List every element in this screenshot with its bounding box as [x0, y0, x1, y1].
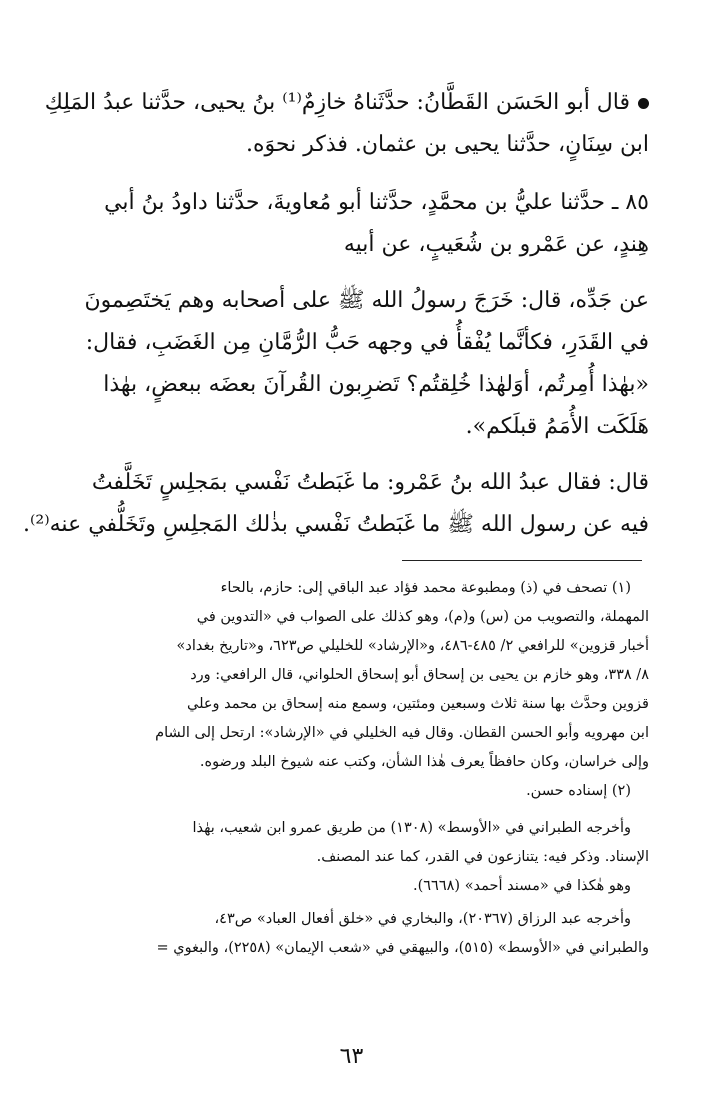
- text-line: ٨٥ ـ حدَّثنا عليُّ بن محمَّدٍ، حدَّثنا أبو مُعاويةَ، حدَّثنا داودُ بنُ أبي: [104, 190, 649, 215]
- text-line: «بهٰذا أُمِرتُم، أوَلهٰذا خُلِقتُم؟ تَضرِبون القُرآنَ بعضَه ببعضٍ، بهٰذا: [103, 372, 649, 397]
- text-line: ابن سِنَانٍ، حدَّثنا يحيى بن عثمان. فذكر نحوَه.: [246, 132, 649, 157]
- text-line: قال: فقال عبدُ الله بنُ عَمْرو: ما غَبَطتُ نَفْسي بمَجلِسٍ تَخَلَّفتُ: [91, 470, 649, 495]
- footnote-separator: [402, 560, 642, 561]
- footnote-line: وأخرجه الطبراني في «الأوسط» (١٣٠٨) من طريق عمرو ابن شعيب، بهٰذا: [192, 820, 631, 836]
- text-line: قال أبو الحَسَن القَطَّانُ: حدَّثَناهُ خازِمٌ⁽¹⁾ بنُ يحيى، حدَّثنا عبدُ المَلِكِ: [62, 82, 649, 124]
- footnote-line: الإسناد. وذكر فيه: يتنازعون في القدر، كما عند المصنف.: [316, 849, 649, 865]
- footnote-1: [62, 574, 649, 777]
- footnote-line: وأخرجه عبد الرزاق (٢٠٣٦٧)، والبخاري في «خلق أفعال العباد» ص٤٣،: [214, 911, 631, 927]
- footnote-line: قزوين وحدَّث بها سنة ثلاث وسبعين ومئتين، وسمع منه إسحاق بن محمد وعلي: [187, 696, 649, 712]
- paragraph-1: [44, 82, 649, 166]
- footnote-line: المهملة، والتصويب من (س) و(م)، وهو كذلك على الصواب في «التدوين في: [196, 609, 649, 625]
- paragraph-matn: [62, 280, 649, 448]
- bullet-icon: [638, 98, 649, 109]
- text-line: هَلَكَت الأُمَمُ قبلَكم».: [465, 414, 649, 439]
- paragraph-qala: [23, 462, 649, 546]
- text-line: فيه عن رسول الله ﷺ ما غَبَطتُ نَفْسي بذٰلك المَجلِسِ وتَخَلُّفي عنه⁽²⁾.: [23, 512, 649, 537]
- footnote-line: (١) تصحف في (ذ) ومطبوعة محمد فؤاد عبد الباقي إلى: حازم، بالحاء: [220, 580, 631, 596]
- footnote-line: وإلى خراسان، وكان حافظاً يعرف هٰذا الشأن، وكتب عنه شيوخ البلد ورضوه.: [199, 754, 649, 770]
- footnote-2: [62, 777, 649, 963]
- text-line: عن جَدِّه، قال: خَرَجَ رسولُ الله ﷺ على أصحابه وهم يَختَصِمونَ: [84, 288, 649, 313]
- footnote-line: (٢) إسناده حسن.: [526, 783, 631, 799]
- text-line: في القَدَرِ، فكأنَّما يُفْقأُ في وجهه حَبُّ الرُّمَّانِ مِن الغَضَبِ، فقال:: [85, 330, 649, 355]
- text-line: هِندٍ، عن عَمْرو بن شُعَيبٍ، عن أبيه: [343, 232, 649, 257]
- footnote-line: أخبار قزوين» للرافعي ٢/ ٤٨٥-٤٨٦، و«الإرشاد» للخليلي ص٦٢٣، و«تاريخ بغداد»: [176, 638, 649, 654]
- footnote-line: وهو هٰكذا في «مسند أحمد» (٦٦٦٨).: [412, 878, 631, 894]
- footnote-line: والطبراني في «الأوسط» (٥١٥)، والبيهقي في «شعب الإيمان» (٢٢٥٨)، والبغوي =: [156, 940, 649, 956]
- footnote-line: ٨/ ٣٣٨، وهو خازم بن يحيى بن إسحاق أبو إسحاق الحلواني، قال الرافعي: ورد: [190, 667, 649, 683]
- page-number: ٦٣: [339, 1044, 364, 1069]
- paragraph-hadith-85: [62, 182, 649, 266]
- footnote-line: ابن مهرويه وأبو الحسن القطان. وقال فيه الخليلي في «الإرشاد»: ارتحل إلى الشام: [155, 725, 649, 741]
